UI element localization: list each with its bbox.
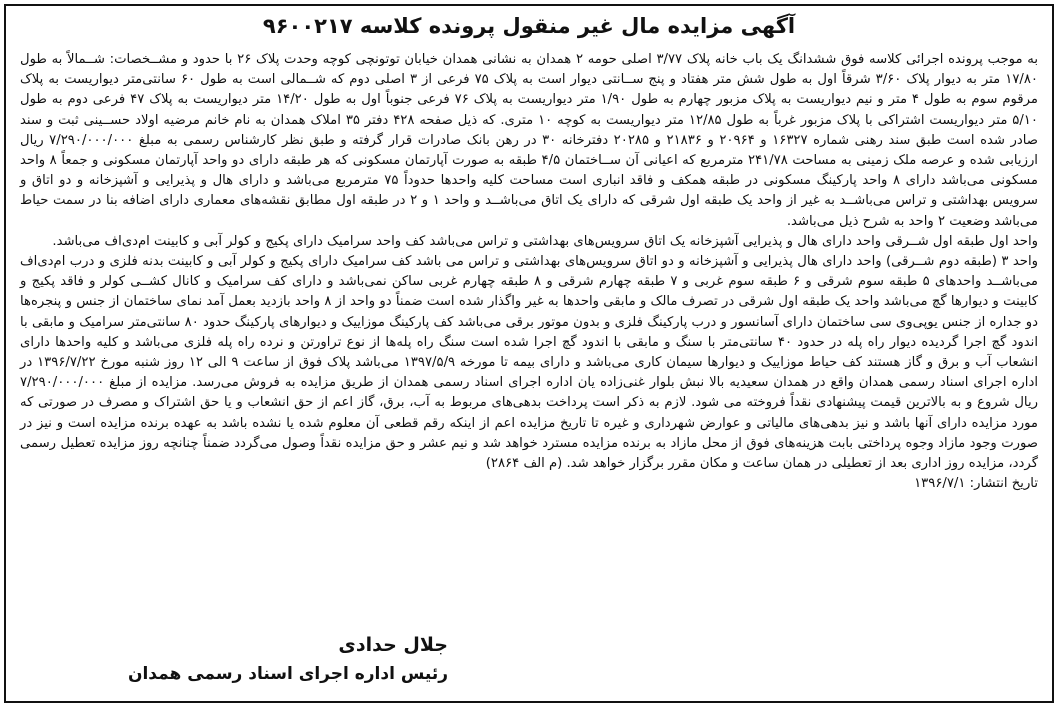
signatory-position: رئیس اداره اجرای اسناد رسمی همدان (127, 664, 448, 684)
notice-body (20, 50, 1038, 494)
signatory-name: جلال حدادی (338, 634, 448, 656)
publish-date: تاریخ انتشار: ۱۳۹۶/۷/۱ (914, 476, 1038, 492)
notice-title: آگهی مزایده مال غیر منقول پرونده کلاسه ۹۶۰۰۲۱۷ (262, 14, 796, 38)
notice-paragraph: واحد ۳ (طبقه دوم شــرقی) واحد دارای هال پذیرایی و آشپزخانه و دو اتاق سرویس‌های بهداشتی و تراس می باشد کف سرامیک دارای پکیج و کولر آبی و کابینت بدنه فلزی و درب ام‌دی‌اف می‌باشــد واحدهای ۵ طبقه سوم شرقی و ۶ طبقه سوم غربی و ۷ طبقه چهارم شرقی و ۸ طبقه چهارم غربی ساکن نمی‌باشد و دارای کف سرامیک و کانال کشــی کولر و فاقد پکیج و کابینت و دیوارها گچ می‌باشد واحد یک طبقه اول شرقی در تصرف مالک و مابقی واحدها به غیر واگذار شده است ضمناً دو واحد از ۸ واحد بازدید بعمل آمد نمای ساختمان از جنس و پنجره‌ها دو جداره از جنس یوپی‌وی سی ساختمان دارای آسانسور و درب پارکینگ فلزی و بدون موتور برقی می‌باشد کف پارکینگ موزاییک و دیوارهای پارکینگ حدود ۸۰ سانتی‌متر سرامیک و مابقی با اندود گچ اجرا گردیده دیوار راه پله در حدود ۴۰ سانتی‌متر با سنگ و مابقی با اندود گچ اجرا شده است سنگ راه پله‌ها از نوع تراورتن و نرده راه پله فلزی می‌باشد و کلیه واحدها دارای انشعاب آب و برق و گاز هستند کف حیاط موزاییک و دیوارها سیمان کاری می‌باشد و دارای بیمه تا مورخه ۱۳۹۷/۵/۹ می‌باشد پلاک فوق از ساعت ۹ الی ۱۲ روز شنبه مورخ ۱۳۹۶/۷/۲۲ در اداره اجرای اسناد رسمی همدان واقع در همدان سعیدیه بالا نبش بلوار غنی‌زاده یان اداره اجرای اسناد رسمی همدان از طریق مزایده به فروش می‌رسد. مزایده از مبلغ ۷/۲۹۰/۰۰۰/۰۰۰ ریال شروع و به بالاترین قیمت پیشنهادی نقداً فروخته می شود. لازم به ذکر است پرداخت بدهی‌های مربوط به آب، برق، گاز اعم از حق انشعاب و یا حق اشتراک و مصرف در صورتی که مورد مزایده دارای آنها باشد و نیز بدهی‌های مالیاتی و عوارض شهرداری و غیره تا تاریخ مزایده اعم از اینکه رقم قطعی آن معلوم شده یا نشده باشد به عهده برنده مزایده است و نیز در صورت وجود مازاد وجوه پرداختی بابت هزینه‌های فوق از محل مازاد به برنده مزایده مسترد خواهد شد و نیم عشر و حق مزایده نقداً وصول می‌گردد ضمناً چنانچه روز مزایده تعطیل رسمی گردد، مزایده روز اداری بعد از تعطیلی در همان ساعت و مکان مقرر برگزار خواهد شد. (م الف ۲۸۶۴) (20, 254, 1039, 472)
notice-paragraph: به موجب پرونده اجرائی کلاسه فوق ششدانگ یک باب خانه پلاک ۳/۷۷ اصلی حومه ۲ همدان به نشانی همدان خیابان توتونچی کوچه وحدت پلاک ۲۶ با حدود و مشــخصات: شــمالاً به طول ۱۷/۸۰ متر به دیوار پلاک ۳/۶۰ شرقاً اول به طول شش متر هفتاد و پنج ســانتی دیوار است به پلاک ۷۵ فرعی از ۳ اصلی دوم که شــمالی است به طول ۶۰ سانتی‌متر دیواریست به پلاک مرقوم سوم به طول ۴ متر و نیم دیواریست به پلاک مزبور چهارم به طول ۱/۹۰ متر دیواریست به پلاک ۷۶ فرعی جنوباً اول به طول ۱۴/۲۰ متر دیواریست به پلاک ۴۷ فرعی دوم به طول ۵/۱۰ متر دیواریست اشتراکی با پلاک مزبور غرباً به طول ۱۲/۸۵ متر دیواریست به کوچه ۱۰ متری. که ذیل صفحه ۴۲۸ دفتر ۳۵ املاک همدان به نام خانم مرضیه اولاد حســینی ثبت و سند صادر شده است طبق سند رهنی شماره ۱۶۳۲۷ و ۲۰۹۶۴ و ۲۱۸۳۶ و ۲۰۲۸۵ دفترخانه ۳۰ در رهن بانک صادرات قرار گرفته و طبق نظر کارشناس رسمی به مبلغ ۷/۲۹۰/۰۰۰/۰۰۰ ریال ارزیابی شده و عرصه ملک زمینی به مساحت ۲۴۱/۷۸ مترمربع که اعیانی آن ســاختمان ۴/۵ طبقه به صورت آپارتمان مسکونی که هر طبقه دارای دو واحد آپارتمان مسکونی و جمعاً ۸ واحد مسکونی می‌باشد دارای ۸ واحد پارکینگ مسکونی در طبقه همکف و فاقد انباری است مساحت کلیه واحدها حدوداً ۷۵ مترمربع می‌باشد و دارای هال و پذیرایی و آشپزخانه و دو اتاق و سرویس بهداشتی و تراس می‌باشــد به غیر از واحد یک طبقه اول شرقی که دارای یک اتاق می‌باشــد و واحد ۱ و ۲ در طبقه اول مطابق نقشه‌های معماری دارای اضافه بنا در سمت حیاط می‌باشد وضعیت ۲ واحد به شرح ذیل می‌باشد. (20, 52, 1039, 229)
notice-paragraph: واحد اول طبقه اول شــرقی واحد دارای هال و پذیرایی آشپزخانه یک اتاق سرویس‌های بهداشتی و تراس می‌باشد کف واحد سرامیک دارای پکیج و کولر آبی و کابینت ام‌دی‌اف می‌باشد. (52, 233, 1038, 249)
notice-frame (4, 4, 1054, 703)
signature-block (28, 630, 448, 688)
